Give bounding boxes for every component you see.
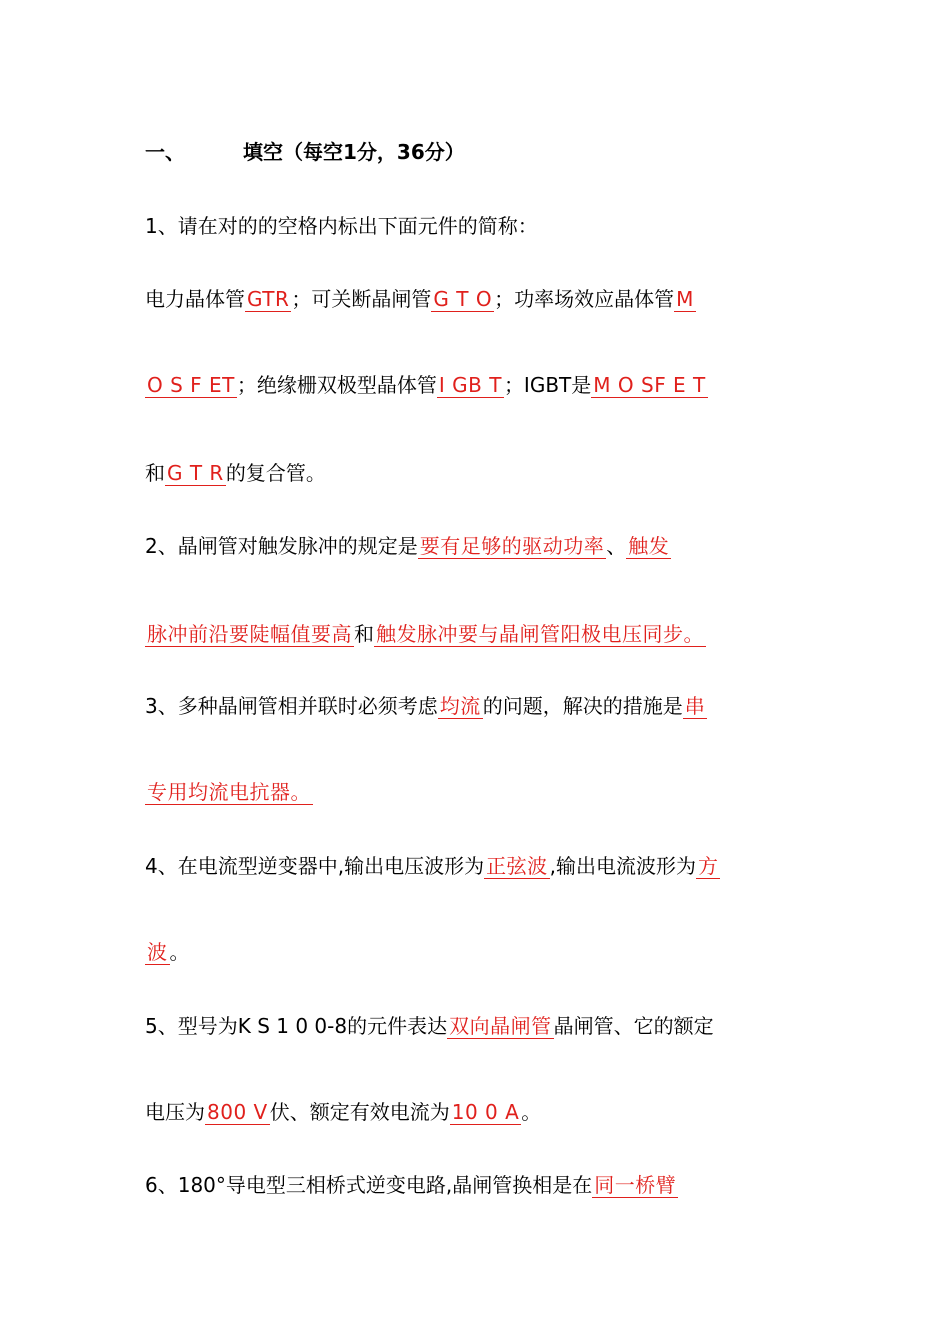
answer-blank: 均流 bbox=[439, 694, 481, 718]
question-1-line-1 bbox=[145, 285, 815, 313]
section-title: 填空（每空1分，36分） bbox=[243, 140, 465, 164]
answer-blank: 触发脉冲要与晶闸管阳极电压同步。 bbox=[376, 622, 704, 646]
question-4-line-2 bbox=[145, 938, 815, 966]
question-4-line-1 bbox=[145, 852, 815, 880]
q2-text: 、 bbox=[606, 534, 627, 558]
answer-blank: G T O bbox=[433, 287, 493, 311]
answer-blank: GTR bbox=[247, 287, 290, 311]
question-6-line-1 bbox=[145, 1171, 815, 1199]
answer-blank: 双向晶闸管 bbox=[449, 1014, 552, 1038]
question-5-line-2 bbox=[145, 1098, 815, 1126]
q4-text: 4、在电流型逆变器中,输出电压波形为 bbox=[145, 854, 485, 878]
q3-text: 的问题，解决的措施是 bbox=[482, 694, 683, 718]
q1-text: ；绝缘栅双极型晶体管 bbox=[236, 373, 437, 397]
q2-text: 2、晶闸管对触发脉冲的规定是 bbox=[145, 534, 418, 558]
q1-text: 电力晶体管 bbox=[145, 287, 245, 311]
answer-blank: 脉冲前沿要陡幅值要高 bbox=[147, 622, 352, 646]
q5-text: 5、型号为K S 1 0 0-8的元件表达 bbox=[145, 1014, 448, 1038]
q4-text: 。 bbox=[169, 940, 190, 964]
q5-text: 伏、额定有效电流为 bbox=[269, 1100, 450, 1124]
q5-text: 电压为 bbox=[145, 1100, 205, 1124]
answer-blank: 10 0 A bbox=[451, 1100, 520, 1124]
answer-blank: M O SF E T bbox=[593, 373, 706, 397]
question-3-line-2 bbox=[145, 778, 815, 806]
answer-blank: 正弦波 bbox=[486, 854, 548, 878]
question-1-line-2 bbox=[145, 371, 815, 399]
q6-text: 6、180°导电型三相桥式逆变电路,晶闸管换相是在 bbox=[145, 1173, 593, 1197]
answer-blank: O S F ET bbox=[147, 373, 235, 397]
question-2-line-2 bbox=[145, 620, 815, 648]
q1-text: 的复合管。 bbox=[225, 461, 326, 485]
answer-blank: 800 V bbox=[207, 1100, 268, 1124]
answer-blank: I GB T bbox=[438, 373, 502, 397]
q1-text: ；IGBT是 bbox=[503, 373, 592, 397]
q1-text: 和 bbox=[145, 461, 165, 485]
answer-blank: 波 bbox=[147, 940, 168, 964]
question-2-line-1 bbox=[145, 532, 815, 560]
q5-text: 晶闸管、它的额定 bbox=[553, 1014, 714, 1038]
question-1-line-3 bbox=[145, 459, 815, 487]
question-1-intro: 1、请在对的的空格内标出下面元件的简称： bbox=[145, 214, 538, 238]
answer-blank: G T R bbox=[167, 461, 224, 485]
q3-text: 3、多种晶闸管相并联时必须考虑 bbox=[145, 694, 438, 718]
question-5-line-1 bbox=[145, 1012, 815, 1040]
section-number: 一、 bbox=[145, 140, 185, 164]
answer-blank: 串 bbox=[684, 694, 706, 718]
section-heading bbox=[145, 138, 815, 166]
answer-blank: 同一桥臂 bbox=[594, 1173, 677, 1197]
answer-blank: 触发 bbox=[628, 534, 670, 558]
q1-text: ；功率场效应晶体管 bbox=[494, 287, 675, 311]
answer-blank: 要有足够的驱动功率 bbox=[419, 534, 605, 558]
question-3-line-1 bbox=[145, 692, 815, 720]
q2-text: 和 bbox=[354, 622, 374, 646]
q4-text: ,输出电流波形为 bbox=[549, 854, 696, 878]
answer-blank: 专用均流电抗器。 bbox=[147, 780, 311, 804]
answer-blank: 方 bbox=[697, 854, 719, 878]
answer-blank: M bbox=[676, 287, 694, 311]
q1-text: ；可关断晶闸管 bbox=[291, 287, 432, 311]
q5-text: 。 bbox=[521, 1100, 542, 1124]
